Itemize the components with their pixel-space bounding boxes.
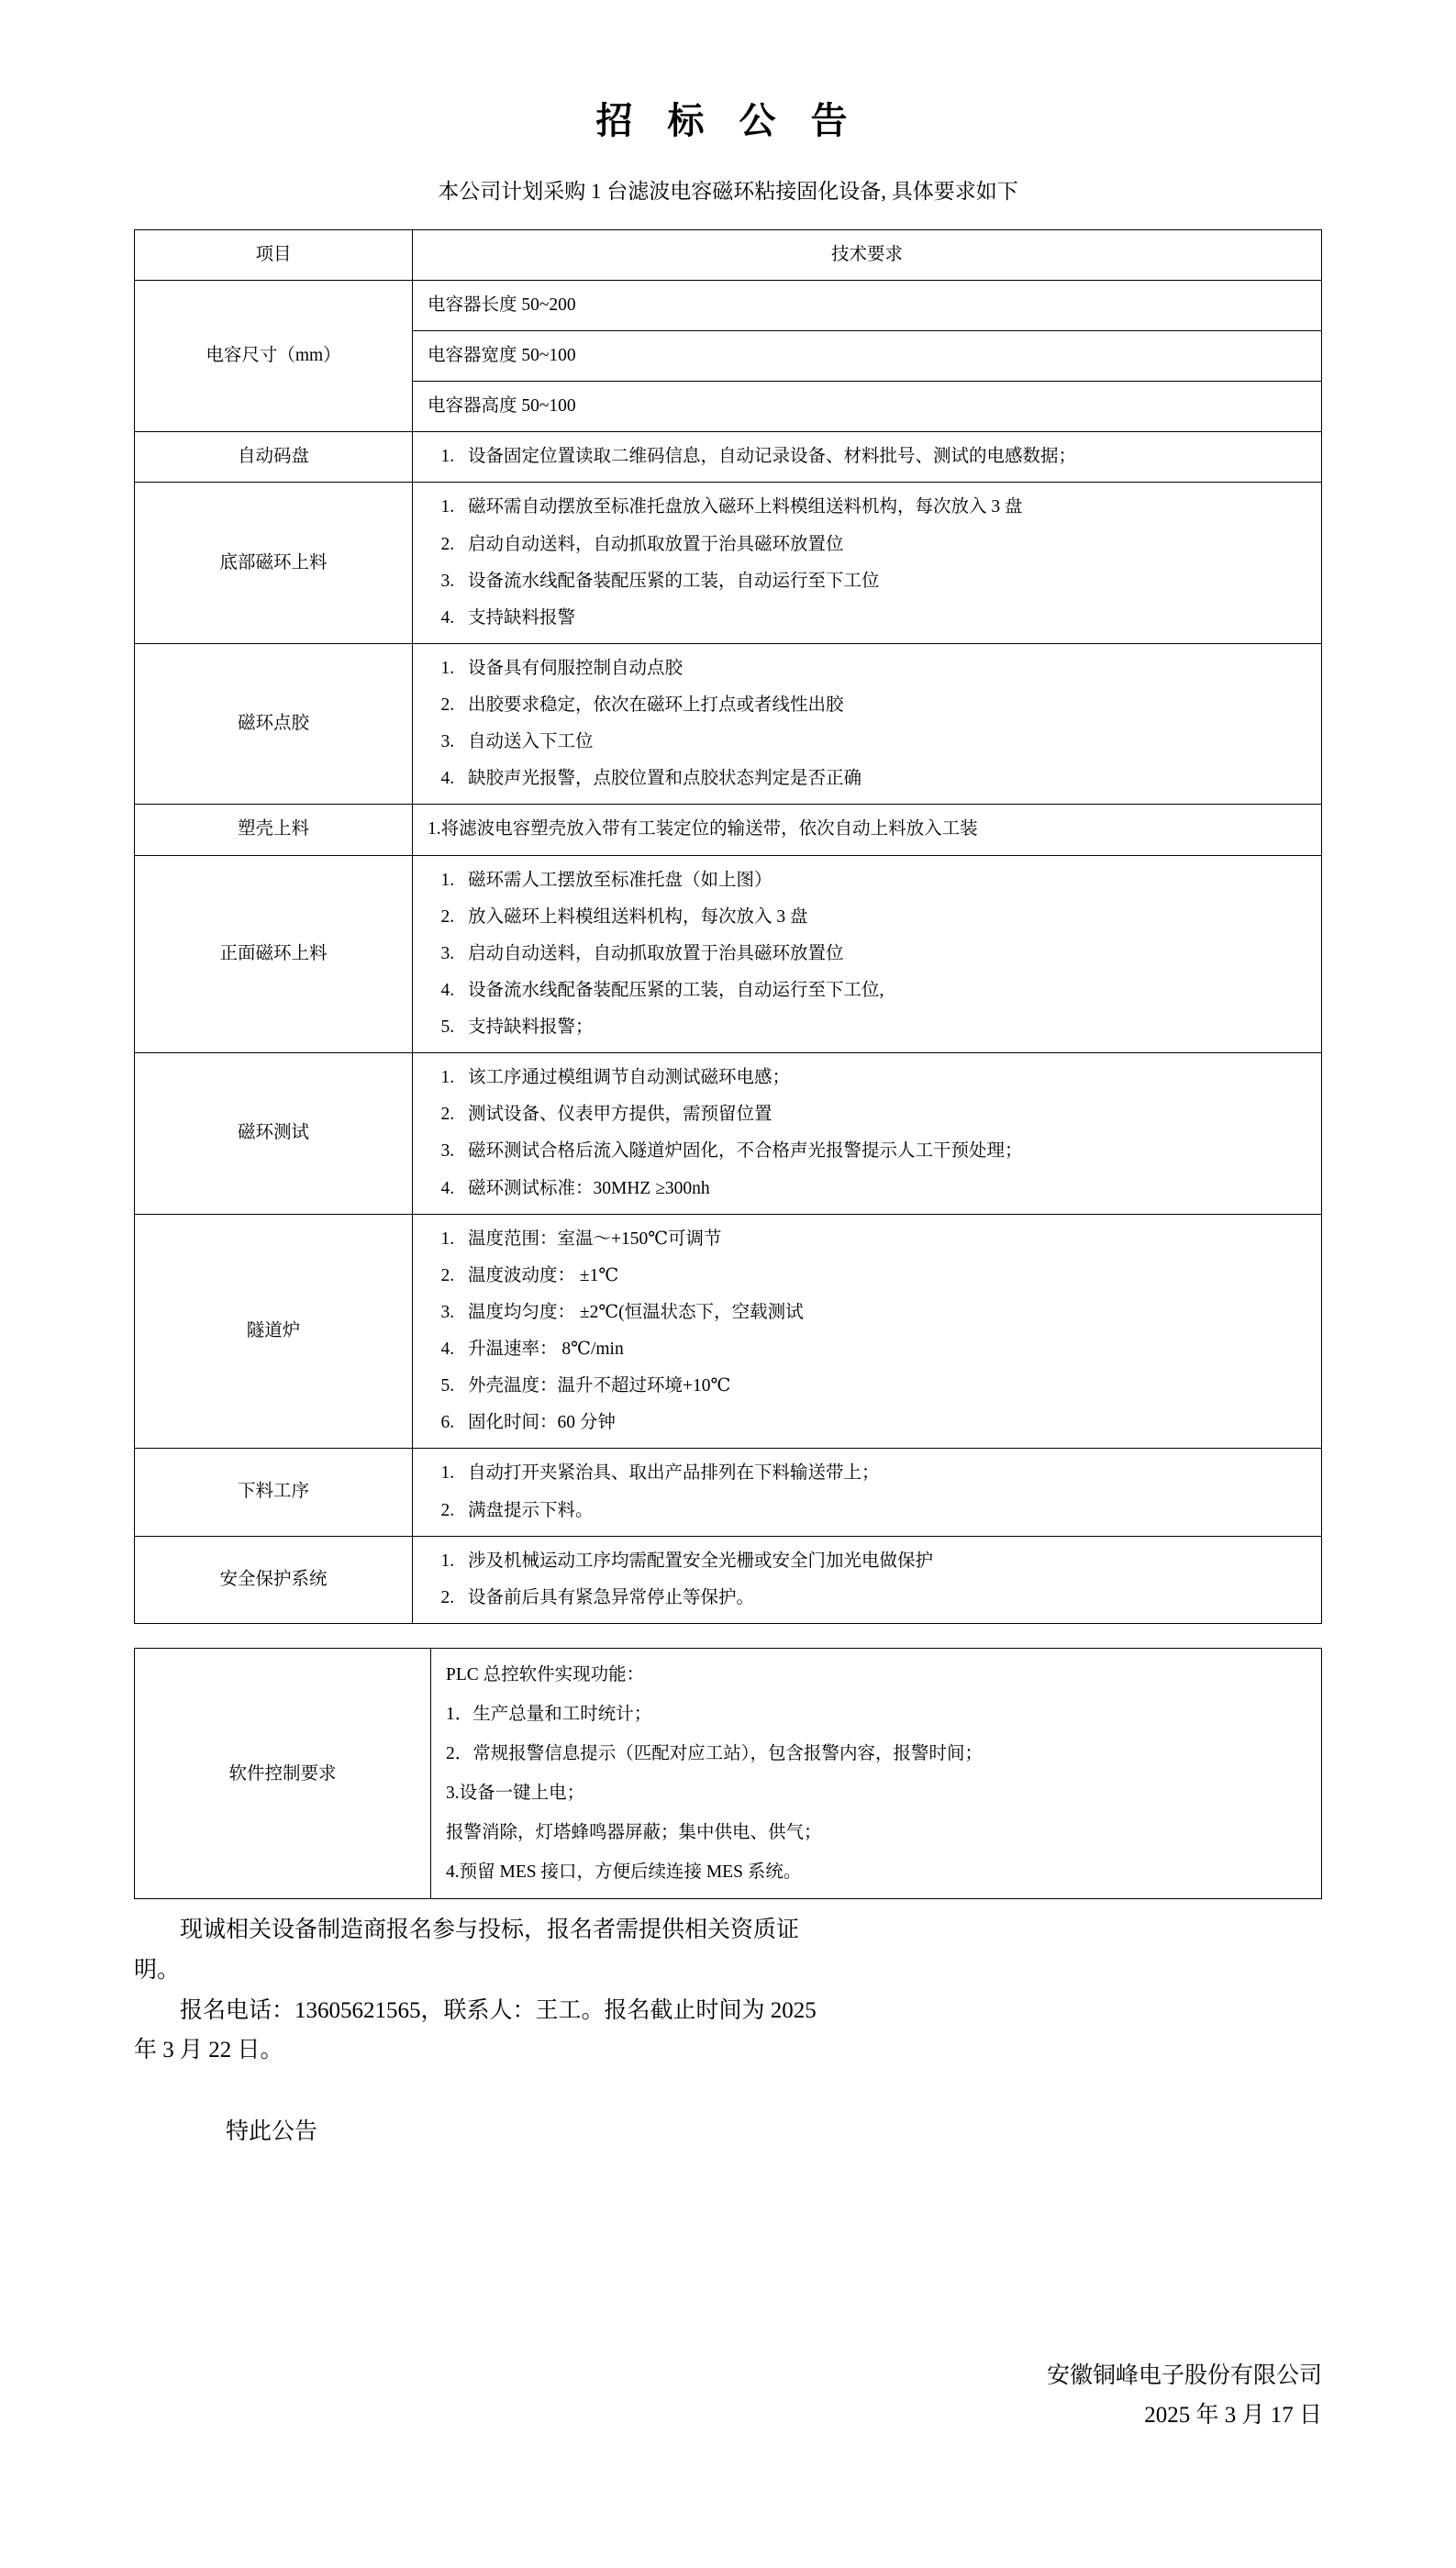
row-requirement xyxy=(413,432,1322,483)
list-item: 6. 固化时间：60 分钟 xyxy=(459,1407,1306,1439)
special-announcement: 特此公告 xyxy=(226,2119,318,2145)
company-name: 安徽铜峰电子股份有限公司 xyxy=(1046,2363,1322,2389)
list-item: 1. 自动打开夹紧治具、取出产品排列在下料输送带上； xyxy=(459,1458,1306,1489)
closing-line: 现诚相关设备制造商报名参与投标，报名者需提供相关资质证 xyxy=(180,1918,800,1943)
row-requirement xyxy=(413,1214,1322,1449)
list-item: 3. 温度均匀度： ±2℃(恒温状态下，空载测试 xyxy=(459,1297,1306,1328)
list-item: 4. 缺胶声光报警，点胶位置和点胶状态判定是否正确 xyxy=(459,763,1306,795)
software-table-body xyxy=(135,1648,1322,1898)
list-item: 3. 自动送入下工位 xyxy=(459,727,1306,758)
row-requirement xyxy=(413,805,1322,855)
table-gap xyxy=(110,1624,1346,1648)
signature-block xyxy=(134,2146,1322,2435)
list-item: 4. 磁环测试标准：30MHZ ≥300nh xyxy=(459,1173,1306,1205)
spec-table-head xyxy=(135,229,1322,280)
closing-line: 明。 xyxy=(134,1957,181,1983)
row-item-label: 塑壳上料 xyxy=(135,805,413,855)
table-row xyxy=(135,643,1322,805)
row-requirement xyxy=(413,643,1322,805)
table-row xyxy=(135,1053,1322,1215)
page-title: 招 标 公 告 xyxy=(595,100,861,141)
list-item: 2. 设备前后具有紧急异常停止等保护。 xyxy=(459,1583,1306,1614)
requirement-line: PLC 总控软件实现功能： xyxy=(446,1664,645,1684)
row-sub-line: 电容器长度 50~200 xyxy=(413,280,1322,330)
row-sub-line: 电容器宽度 50~100 xyxy=(413,331,1322,382)
row-item-label: 自动码盘 xyxy=(135,432,413,483)
row-item-label: 软件控制要求 xyxy=(135,1648,431,1898)
table-row xyxy=(135,805,1322,855)
requirement-list xyxy=(428,441,1306,472)
list-item: 4. 设备流水线配备装配压紧的工装，自动运行至下工位, xyxy=(459,975,1306,1006)
requirement-list xyxy=(428,1062,1306,1205)
header-item: 项目 xyxy=(135,229,413,280)
list-item: 1. 温度范围：室温～+150℃可调节 xyxy=(459,1224,1306,1255)
signature-date: 2025 年 3 月 17 日 xyxy=(1144,2402,1322,2428)
list-item: 3. 磁环测试合格后流入隧道炉固化，不合格声光报警提示人工干预处理； xyxy=(459,1136,1306,1167)
table-row xyxy=(135,1648,1322,1898)
requirement-list xyxy=(428,492,1306,634)
list-item: 1. 涉及机械运动工序均需配置安全光栅或安全门加光电做保护 xyxy=(459,1546,1306,1577)
row-item-label: 磁环点胶 xyxy=(135,643,413,805)
row-requirement xyxy=(413,1449,1322,1536)
row-item-label: 隧道炉 xyxy=(135,1214,413,1449)
list-item: 2. 放入磁环上料模组送料机构，每次放入 3 盘 xyxy=(459,902,1306,933)
list-item: 4. 升温速率： 8℃/min xyxy=(459,1334,1306,1365)
row-item-label: 安全保护系统 xyxy=(135,1536,413,1623)
software-requirement-table xyxy=(134,1648,1322,1899)
row-item-label: 电容尺寸（mm） xyxy=(135,280,413,431)
list-item: 1. 该工序通过模组调节自动测试磁环电感； xyxy=(459,1062,1306,1094)
list-item: 1. 磁环需自动摆放至标准托盘放入磁环上料模组送料机构，每次放入 3 盘 xyxy=(459,492,1306,523)
requirement-line: 1．生产总量和工时统计； xyxy=(446,1704,652,1724)
row-item-label: 磁环测试 xyxy=(135,1053,413,1215)
requirement-line: 1.将滤波电容塑壳放入带有工装定位的输送带，依次自动上料放入工装 xyxy=(428,819,978,839)
row-sub-line: 电容器高度 50~100 xyxy=(413,382,1322,432)
list-item: 2. 温度波动度： ±1℃ xyxy=(459,1261,1306,1292)
row-item-label: 下料工序 xyxy=(135,1449,413,1536)
intro-paragraph: 本公司计划采购 1 台滤波电容磁环粘接固化设备, 具体要求如下 xyxy=(438,180,1018,203)
row-item-label: 正面磁环上料 xyxy=(135,855,413,1053)
list-item: 2. 满盘提示下料。 xyxy=(459,1495,1306,1527)
requirement-line: 4.预留 MES 接口，方便后续连接 MES 系统。 xyxy=(446,1862,802,1883)
list-item: 2. 启动自动送料，自动抓取放置于治具磁环放置位 xyxy=(459,529,1306,561)
spec-table xyxy=(134,229,1322,1624)
closing-line: 年 3 月 22 日。 xyxy=(134,2038,283,2063)
requirement-list xyxy=(428,653,1306,795)
list-item: 2. 出胶要求稳定，依次在磁环上打点或者线性出胶 xyxy=(459,690,1306,721)
requirement-list xyxy=(428,1458,1306,1526)
list-item: 1. 磁环需人工摆放至标准托盘（如上图） xyxy=(459,865,1306,896)
list-item: 4. 支持缺料报警 xyxy=(459,603,1306,634)
table-row xyxy=(135,1449,1322,1536)
list-item: 3. 启动自动送料，自动抓取放置于治具磁环放置位 xyxy=(459,939,1306,970)
list-item: 5. 支持缺料报警； xyxy=(459,1012,1306,1043)
spec-table-body xyxy=(135,280,1322,1623)
requirement-line: 报警消除，灯塔蜂鸣器屏蔽；集中供电、供气； xyxy=(446,1823,822,1843)
row-requirement xyxy=(413,1053,1322,1215)
list-item: 3. 设备流水线配备装配压紧的工装，自动运行至下工位 xyxy=(459,566,1306,597)
row-requirement xyxy=(413,483,1322,644)
row-requirement xyxy=(413,855,1322,1053)
list-item: 1. 设备具有伺服控制自动点胶 xyxy=(459,653,1306,684)
row-item-label: 底部磁环上料 xyxy=(135,483,413,644)
row-requirement xyxy=(431,1648,1322,1898)
list-item: 5. 外壳温度：温升不超过环境+10℃ xyxy=(459,1371,1306,1402)
table-row xyxy=(135,280,1322,330)
table-header-row xyxy=(135,229,1322,280)
list-item: 2. 测试设备、仪表甲方提供，需预留位置 xyxy=(459,1099,1306,1130)
table-row xyxy=(135,1214,1322,1449)
requirement-list xyxy=(428,1546,1306,1614)
requirement-line: 3.设备一键上电； xyxy=(446,1784,585,1804)
requirement-list xyxy=(428,865,1306,1044)
row-requirement xyxy=(413,1536,1322,1623)
header-requirement: 技术要求 xyxy=(413,229,1322,280)
closing-section xyxy=(134,1899,1322,2071)
requirement-line: 2．常规报警信息提示（匹配对应工站），包含报警内容，报警时间； xyxy=(446,1744,984,1764)
table-row xyxy=(135,432,1322,483)
list-item: 1. 设备固定位置读取二维码信息，自动记录设备、材料批号、测试的电感数据； xyxy=(459,441,1306,472)
table-row xyxy=(135,855,1322,1053)
table-row xyxy=(135,483,1322,644)
closing-line: 报名电话：13605621565，联系人：王工。报名截止时间为 2025 xyxy=(180,1997,817,2023)
table-row xyxy=(135,1536,1322,1623)
requirement-list xyxy=(428,1224,1306,1440)
